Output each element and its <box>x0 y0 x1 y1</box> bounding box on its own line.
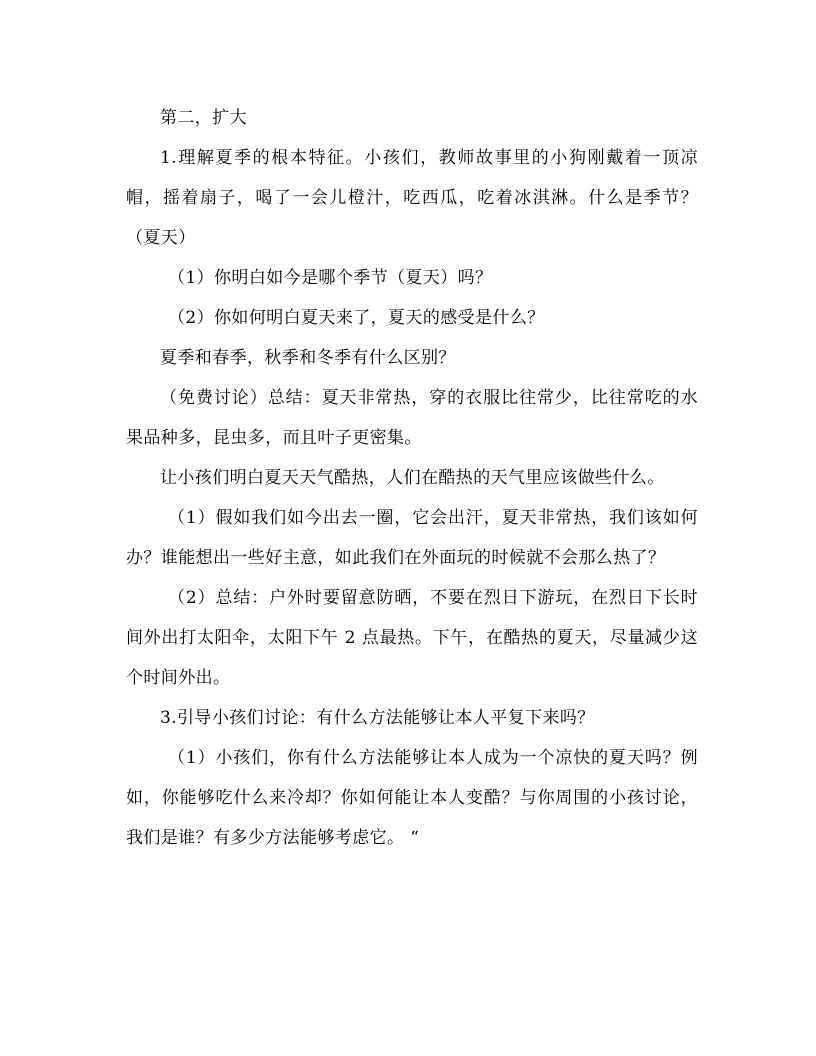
paragraph-sub-1: （1）你明白如今是哪个季节（夏天）吗？ <box>168 268 493 288</box>
paragraph-item-3: 3.引导小孩们讨论：有什么方法能够让本人平复下来吗？ <box>160 708 595 728</box>
paragraph-summary: （免费讨论）总结：夏天非常热，穿的衣服比往常少，比往常吃的水果品种多，昆虫多，而且叶子更密集。 <box>126 388 698 448</box>
paragraph-hot-weather: 让小孩们明白夏天天气酷热，人们在酷热的天气里应该做些什么。 <box>160 468 665 488</box>
paragraph-sub-4: （2）总结：户外时要留意防晒，不要在烈日下游玩，在烈日下长时间外出打太阳伞，太阳下午 2 点最热。下午，在酷热的夏天，尽量减少这个时间外出。 <box>126 588 698 688</box>
paragraph-sub-2: （2）你如何明白夏天来了，夏天的感受是什么？ <box>168 308 545 328</box>
section-heading: 第二，扩大 <box>160 108 247 128</box>
paragraph-sub-3: （1）假如我们如今出去一圈，它会出汗，夏天非常热，我们该如何办？谁能想出一些好主意，如此我们在外面玩的时候就不会那么热了？ <box>126 508 698 568</box>
document-body <box>126 98 698 858</box>
paragraph-question: 夏季和春季，秋季和冬季有什么区别？ <box>160 348 456 368</box>
paragraph-sub-5: （1）小孩们，你有什么方法能够让本人成为一个凉快的夏天吗？例如，你能够吃什么来冷却？你如何能让本人变酷？与你周围的小孩讨论，我们是谁？有多少方法能够考虑它。 “ <box>126 748 698 848</box>
paragraph-item-1: 1.理解夏季的根本特征。小孩们，教师故事里的小狗刚戴着一顶凉帽，摇着扇子，喝了一会儿橙汁，吃西瓜，吃着冰淇淋。什么是季节？（夏天） <box>126 148 698 248</box>
